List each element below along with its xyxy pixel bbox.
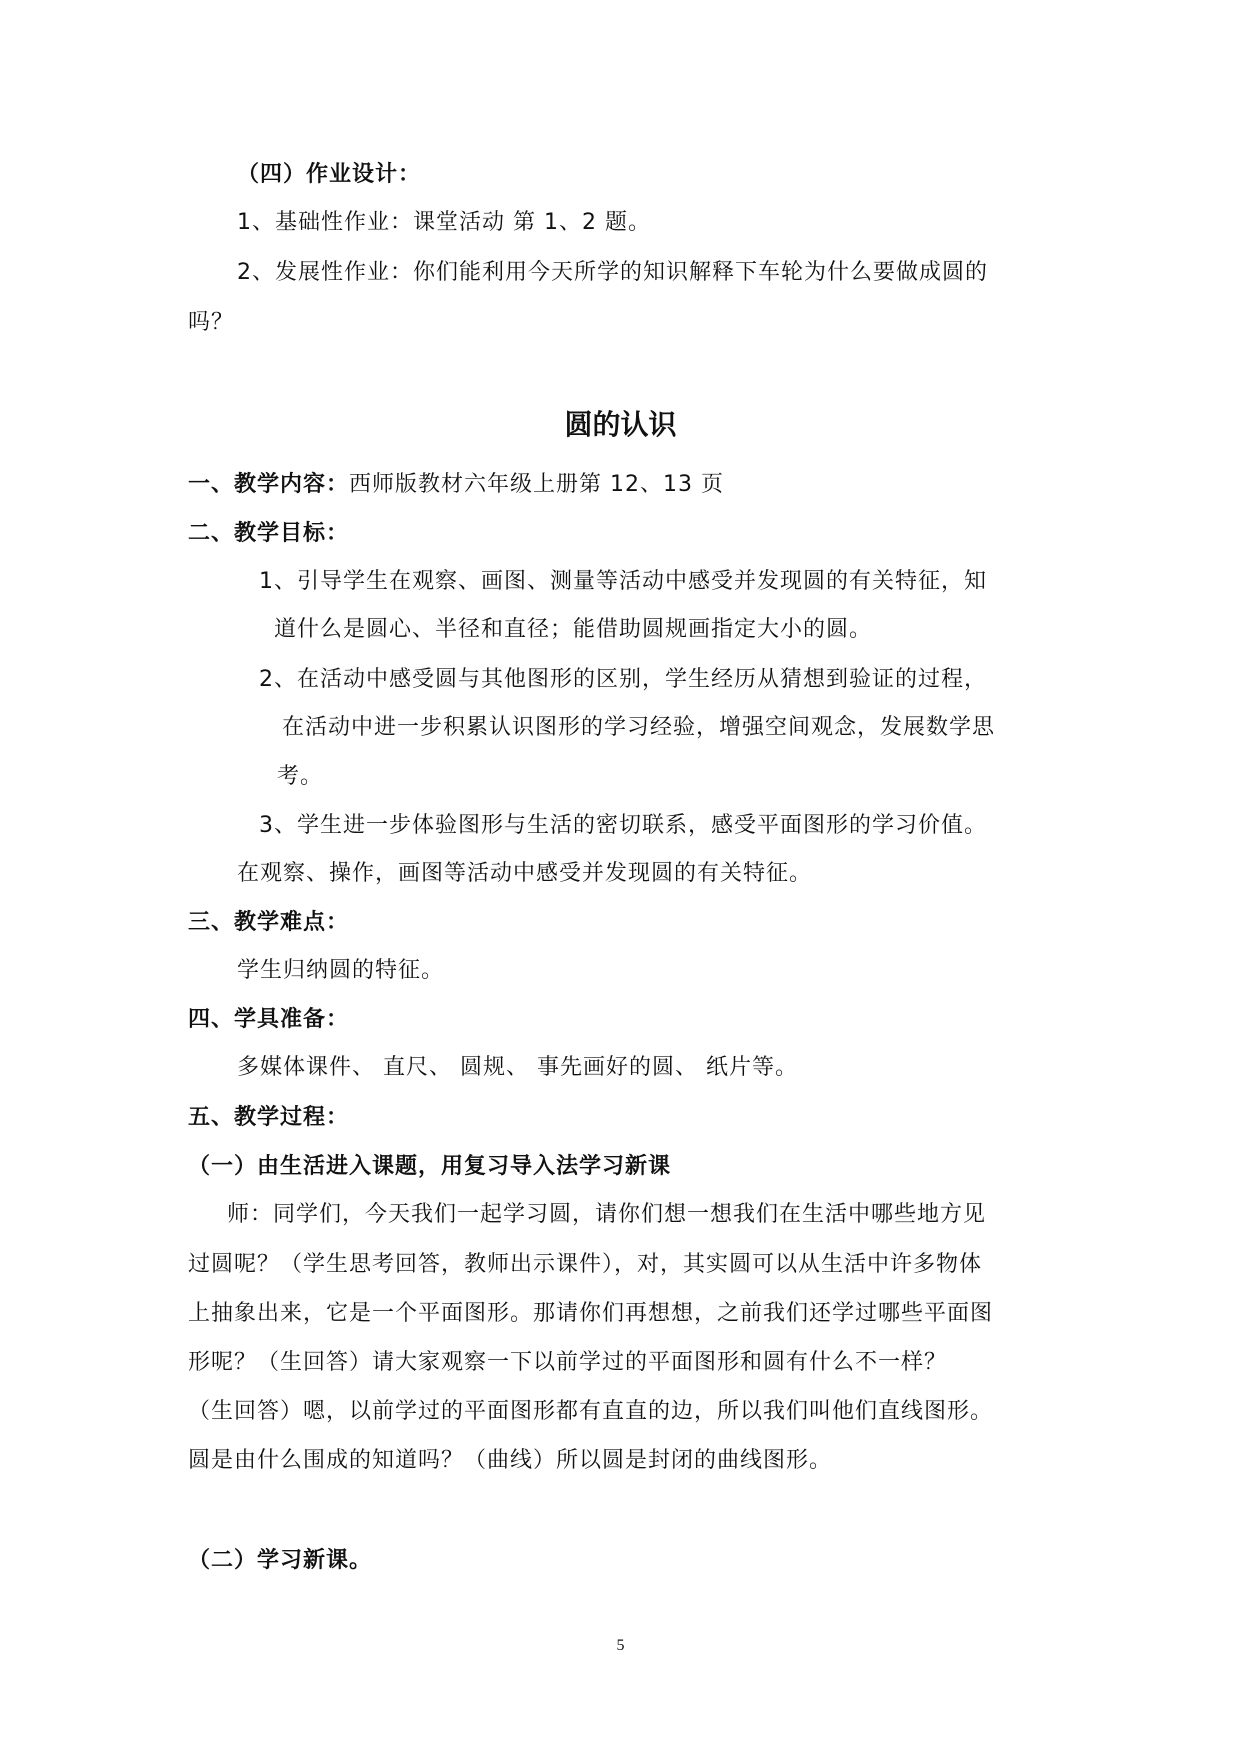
- process-label: 五、教学过程：: [188, 1105, 350, 1130]
- goal-1-line-2: 道什么是圆心、半径和直径；能借助圆规画指定大小的圆。: [274, 617, 873, 642]
- content-line: [188, 470, 724, 500]
- homework-heading: （四）作业设计：: [237, 162, 422, 187]
- tools-label: 四、学具准备：: [188, 1007, 350, 1032]
- step-1-para-line-2: 过圆呢？（学生思考回答，教师出示课件），对，其实圆可以从生活中许多物体: [188, 1252, 983, 1277]
- lesson-title: 圆的认识: [564, 408, 677, 441]
- goal-2-line-2: 在活动中进一步积累认识图形的学习经验，增强空间观念，发展数学思: [282, 715, 996, 740]
- content-text: 西师版教材六年级上册第 12、13 页: [349, 472, 724, 497]
- goal-1-line-1: 1、引导学生在观察、画图、测量等活动中感受并发现圆的有关特征，知: [259, 569, 987, 594]
- difficulty-label: 三、教学难点：: [188, 910, 350, 935]
- difficulty-text: 学生归纳圆的特征。: [237, 958, 445, 983]
- goal-3: 3、学生进一步体验图形与生活的密切联系，感受平面图形的学习价值。: [259, 813, 987, 838]
- goal-2-line-3: 考。: [277, 764, 324, 789]
- page-number: 5: [616, 1637, 625, 1654]
- key-point: 在观察、操作，画图等活动中感受并发现圆的有关特征。: [237, 861, 813, 886]
- content-label: 一、教学内容：: [188, 472, 350, 497]
- step-1-para-line-5: （生回答）嗯，以前学过的平面图形都有直直的边，所以我们叫他们直线图形。: [188, 1399, 994, 1424]
- step-1-para-line-4: 形呢？（生回答）请大家观察一下以前学过的平面图形和圆有什么不一样？: [188, 1350, 948, 1375]
- step-2-heading: （二）学习新课。: [188, 1548, 373, 1573]
- step-1-para-line-3: 上抽象出来，它是一个平面图形。那请你们再想想，之前我们还学过哪些平面图: [188, 1301, 994, 1326]
- goals-label: 二、教学目标：: [188, 521, 350, 546]
- goal-2-line-1: 2、在活动中感受圆与其他图形的区别，学生经历从猜想到验证的过程，: [259, 667, 987, 692]
- step-1-heading: （一）由生活进入课题，用复习导入法学习新课: [188, 1154, 672, 1179]
- homework-item-1: 1、基础性作业：课堂活动 第 1、2 题。: [237, 210, 651, 235]
- tools-text: 多媒体课件、 直尺、 圆规、 事先画好的圆、 纸片等。: [237, 1055, 798, 1080]
- homework-item-2-line-2: 吗？: [188, 310, 235, 335]
- step-1-para-line-6: 圆是由什么围成的知道吗？（曲线）所以圆是封闭的曲线图形。: [188, 1448, 833, 1473]
- homework-item-2-line-1: 2、发展性作业：你们能利用今天所学的知识解释下车轮为什么要做成圆的: [237, 260, 988, 285]
- step-1-para-line-1: 师：同学们，今天我们一起学习圆，请你们想一想我们在生活中哪些地方见: [227, 1202, 987, 1227]
